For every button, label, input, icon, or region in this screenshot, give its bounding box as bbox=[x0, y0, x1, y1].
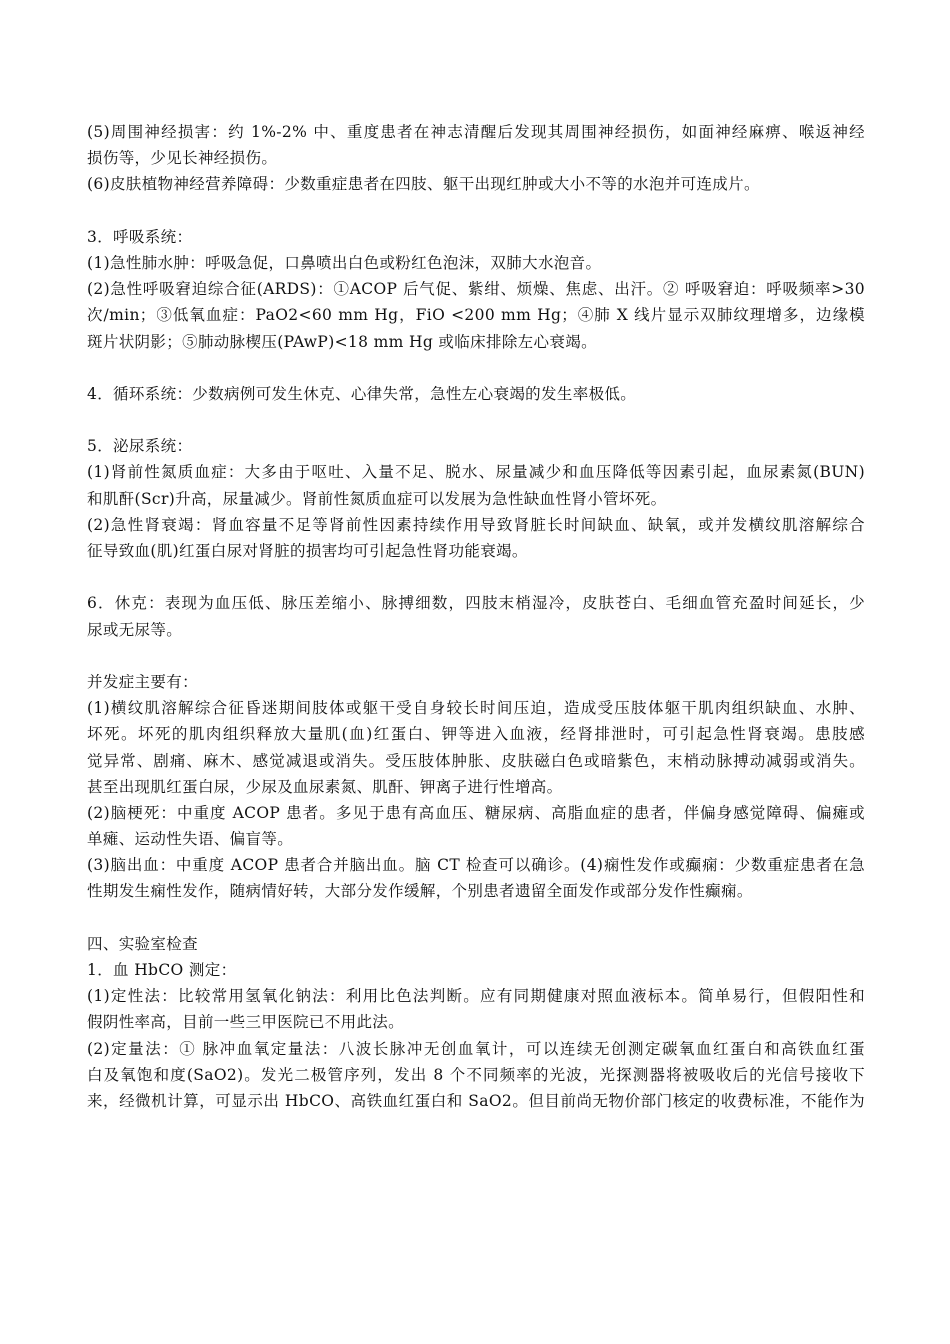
text-line: 尿或无尿等。 bbox=[87, 620, 183, 639]
text-line: 单瘫、运动性失语、偏盲等。 bbox=[87, 830, 294, 849]
text-line: 并发症主要有： bbox=[87, 672, 198, 691]
text-line: (2)急性呼吸窘迫综合征(ARDS)：①ACOP 后气促、紫绀、烦燥、焦虑、出汗。② 呼吸窘迫：呼吸频率>30 bbox=[87, 280, 865, 299]
paragraph-gap bbox=[87, 643, 865, 669]
text-line: 白及氧饱和度(SaO2)。发光二极管序列，发出 8 个不同频率的光波，光探测器将被吸收后的光信号接收下 bbox=[87, 1065, 865, 1084]
text-line: 四、实验室检查 bbox=[87, 934, 198, 953]
text-line: 性期发生痫性发作，随病情好转，大部分发作缓解，个别患者遗留全面发作或部分发作性癫痫。 bbox=[87, 882, 753, 901]
text-line: 斑片状阴影；⑤肺动脉楔压(PAwP)<18 mm Hg 或临床排除左心衰竭。 bbox=[87, 332, 597, 351]
text-line: (3)脑出血：中重度 ACOP 患者合并脑出血。脑 CT 检查可以确诊。(4)痫性发作或癫痫：少数重症患者在急 bbox=[87, 856, 865, 875]
text-line: 坏死。坏死的肌肉组织释放大量肌(血)红蛋白、钾等进入血液，经肾排泄时，可引起急性肾衰竭。患肢感 bbox=[87, 725, 865, 744]
text-line: 3．呼吸系统： bbox=[87, 227, 193, 246]
document-page bbox=[87, 119, 865, 1114]
text-line: 6．休克：表现为血压低、脉压差缩小、脉搏细数，四肢末梢湿冷，皮肤苍白、毛细血管充盈时间延长，少 bbox=[87, 594, 865, 613]
text-line: 4．循环系统：少数病例可发生休克、心律失常，急性左心衰竭的发生率极低。 bbox=[87, 384, 637, 403]
text-line: (1)急性肺水肿：呼吸急促，口鼻喷出白色或粉红色泡沫，双肺大水泡音。 bbox=[87, 253, 602, 272]
text-line: (5)周围神经损害：约 1%-2% 中、重度患者在神志清醒后发现其周围神经损伤，如面神经麻痹、喉返神经 bbox=[87, 123, 865, 141]
paragraph-gap bbox=[87, 564, 865, 590]
text-line: (1)定性法：比较常用氢氧化钠法：利用比色法判断。应有同期健康对照血液标本。简单易行，但假阳性和 bbox=[87, 987, 865, 1006]
text-line: 假阴性率高，目前一些三甲医院已不用此法。 bbox=[87, 1013, 405, 1032]
text-line: (2)急性肾衰竭：肾血容量不足等肾前性因素持续作用导致肾脏长时间缺血、缺氧，或并发横纹肌溶解综合 bbox=[87, 515, 865, 534]
paragraph-gap bbox=[87, 407, 865, 433]
text-line: 来，经微机计算，可显示出 HbCO、高铁血红蛋白和 SaO2。但目前尚无物价部门核定的收费标准，不能作为 bbox=[87, 1091, 865, 1110]
text-line: 1．血 HbCO 测定： bbox=[87, 961, 237, 979]
text-line: (2)定量法：① 脉冲血氧定量法：八波长脉冲无创血氧计，可以连续无创测定碳氧血红蛋白和高铁血红蛋 bbox=[87, 1039, 865, 1058]
text-line: 损伤等，少见长神经损伤。 bbox=[87, 149, 278, 168]
text-line: 次/min；③低氧血症：PaO2<60 mm Hg，FiO <200 mm Hg；④肺 X 线片显示双肺纹理增多，边缘模 bbox=[87, 306, 865, 325]
text-line: (2)脑梗死：中重度 ACOP 患者。多见于患有高血压、糖尿病、高脂血症的患者，伴偏身感觉障碍、偏瘫或 bbox=[87, 803, 865, 822]
text-line: (1)横纹肌溶解综合征昏迷期间肢体或躯干受自身较长时间压迫，造成受压肢体躯干肌肉组织缺血、水肿、 bbox=[87, 699, 865, 718]
text-line: (6)皮肤植物神经营养障碍：少数重症患者在四肢、躯干出现红肿或大小不等的水泡并可连成片。 bbox=[87, 175, 760, 194]
text-line: 征导致血(肌)红蛋白尿对肾脏的损害均可引起急性肾功能衰竭。 bbox=[87, 542, 528, 560]
text-line: 和肌酐(Scr)升高，尿量减少。肾前性氮质血症可以发展为急性缺血性肾小管坏死。 bbox=[87, 489, 667, 508]
text-line: 觉异常、剧痛、麻木、感觉减退或消失。受压肢体肿胀、皮肤磁白色或暗紫色，末梢动脉搏动减弱或消失。 bbox=[87, 751, 865, 770]
paragraph-gap bbox=[87, 355, 865, 381]
text-line: 甚至出现肌红蛋白尿，少尿及血尿素氮、肌酐、钾离子进行性增高。 bbox=[87, 777, 563, 796]
text-line: 5．泌尿系统： bbox=[87, 437, 193, 456]
paragraph-gap bbox=[87, 198, 865, 224]
text-line: (1)肾前性氮质血症：大多由于呕吐、入量不足、脱水、尿量减少和血压降低等因素引起，血尿素氮(BUN) bbox=[87, 463, 865, 482]
paragraph-gap bbox=[87, 905, 865, 931]
